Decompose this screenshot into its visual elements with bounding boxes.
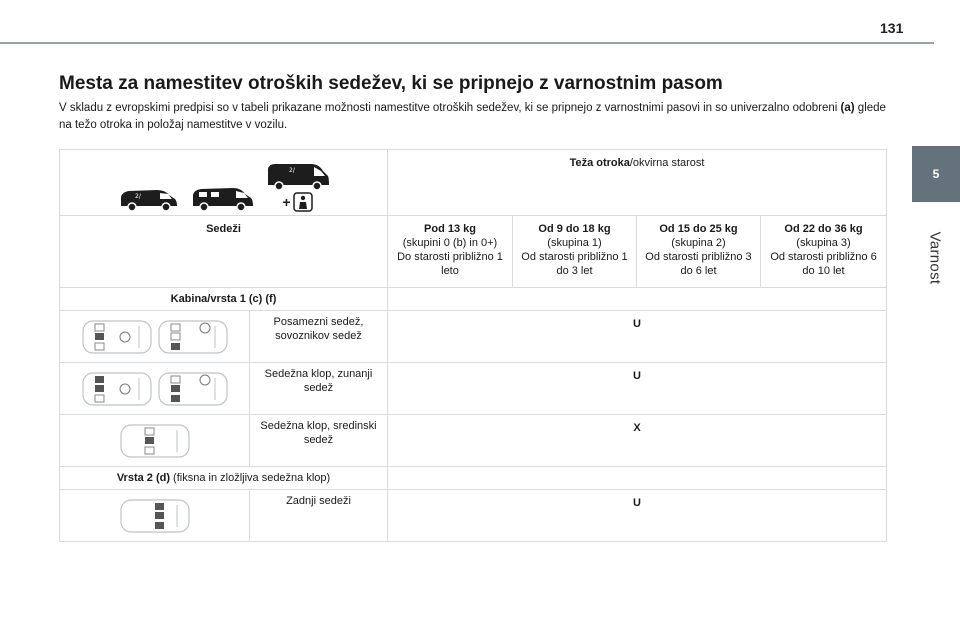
group-range: Od 22 do 36 kg [784, 223, 863, 235]
group-column-1 [513, 216, 637, 288]
section-label-rest: (fiksna in zložljiva sedežna klop) [170, 472, 331, 484]
front-single-seat-diagram [60, 311, 250, 363]
weight-header-rest: /okvirna starost [629, 157, 705, 169]
seat-verdict: U [388, 363, 887, 415]
intro-paragraph [59, 100, 899, 134]
group-column-3 [761, 216, 887, 288]
group-column-0 [388, 216, 513, 288]
page-title: Mesta za namestitev otroških sedežev, ki se pripnejo z varnostnim pasom [59, 73, 723, 94]
section-empty-cell [388, 467, 887, 490]
seat-layout-icon [81, 318, 153, 356]
group-number: (skupina 3) [796, 237, 851, 249]
seat-layout-icon [119, 497, 191, 535]
intro-text-2: glede na težo otroka in položaj namestitve v vozilu. [59, 102, 886, 131]
seat-verdict: U [388, 490, 887, 542]
van-short-icon [117, 186, 179, 212]
vehicle-icons-cell [60, 150, 388, 216]
seat-verdict: U [388, 311, 887, 363]
table-row [60, 363, 887, 415]
seat-layout-icon [119, 422, 191, 460]
van-medium-icon [189, 184, 255, 212]
svg-text:2/: 2/ [134, 193, 141, 200]
group-number: (skupina 2) [671, 237, 726, 249]
section-label-bold: Kabina/vrsta 1 (c) (f) [170, 293, 277, 305]
section-empty-cell [388, 288, 887, 311]
intro-ref: (a) [840, 102, 855, 114]
group-number: (skupini 0 (b) in 0+) [402, 237, 498, 249]
svg-text:2/: 2/ [288, 167, 295, 174]
plus-icon: + [282, 194, 291, 210]
section-row-cabin [60, 288, 887, 311]
chapter-title: Varnost [926, 231, 944, 285]
group-range: Od 15 do 25 kg [659, 223, 738, 235]
chapter-number: 5 [932, 167, 940, 181]
seat-name: Zadnji sedeži [250, 490, 388, 542]
top-rule [0, 42, 934, 44]
group-column-2 [637, 216, 761, 288]
van-long-icon [265, 161, 331, 191]
weight-header-bold: Teža otroka [569, 157, 630, 169]
table-row [60, 415, 887, 467]
section-label [60, 467, 388, 490]
section-row-second-row [60, 467, 887, 490]
page-number: 131 [880, 20, 904, 36]
seat-name: Sedežna klop, zunanji sedež [250, 363, 388, 415]
weight-header [388, 150, 887, 216]
seat-name: Sedežna klop, sredinski sedež [250, 415, 388, 467]
seat-verdict: X [388, 415, 887, 467]
section-label-bold: Vrsta 2 (d) [116, 472, 170, 484]
group-range: Pod 13 kg [424, 223, 476, 235]
table-row [60, 311, 887, 363]
group-number: (skupina 1) [547, 237, 602, 249]
seat-layout-icon [157, 370, 229, 408]
rear-seats-diagram [60, 490, 250, 542]
seat-layout-icon [157, 318, 229, 356]
group-age: Od starosti približno 3 do 6 let [645, 251, 752, 277]
intro-text: V skladu z evropskimi predpisi so v tabeli prikazane možnosti namestitve otroških sedežev, ki se pripnejo z varnostnimi pasovi in so univerzalno odobreni [59, 102, 838, 114]
section-label [60, 288, 388, 311]
child-seat-table [59, 149, 887, 542]
group-age: Do starosti približno 1 leto [397, 251, 503, 277]
table-row [60, 490, 887, 542]
group-range: Od 9 do 18 kg [538, 223, 611, 235]
passenger-airbag-icon [293, 192, 313, 212]
group-age: Od starosti približno 6 do 10 let [770, 251, 877, 277]
seat-layout-icon [81, 370, 153, 408]
group-age: Od starosti približno 1 do 3 let [521, 251, 628, 277]
seats-column-label: Sedeži [60, 216, 388, 288]
chapter-tab[interactable] [912, 146, 960, 202]
front-bench-outer-seat-diagram [60, 363, 250, 415]
front-bench-center-seat-diagram [60, 415, 250, 467]
seat-name: Posamezni sedež, sovoznikov sedež [250, 311, 388, 363]
